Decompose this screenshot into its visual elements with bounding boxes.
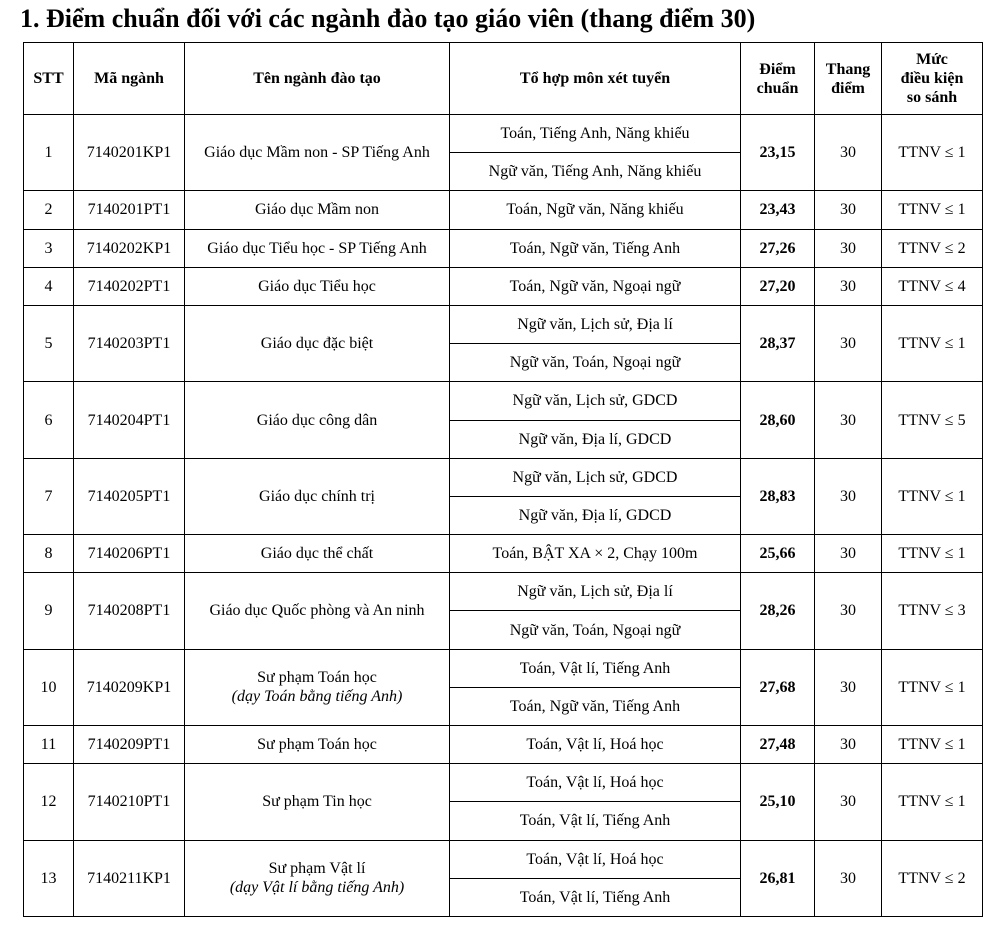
major-name <box>185 573 450 649</box>
comparison-condition: TTNV ≤ 1 <box>882 191 983 229</box>
comparison-condition: TTNV ≤ 1 <box>882 649 983 725</box>
header-scale-line: điểm <box>831 79 865 97</box>
cutoff-score: 28,83 <box>741 458 815 534</box>
major-code: 7140201PT1 <box>74 191 185 229</box>
page-title: 1. Điểm chuẩn đối với các ngành đào tạo giáo viên (thang điểm 30) <box>20 4 756 33</box>
table-row <box>24 305 983 343</box>
comparison-condition: TTNV ≤ 1 <box>882 305 983 381</box>
cutoff-score: 27,48 <box>741 726 815 764</box>
table-row <box>24 573 983 611</box>
major-name <box>185 382 450 458</box>
table-row <box>24 458 983 496</box>
header-condition <box>882 43 983 115</box>
cutoff-score: 28,26 <box>741 573 815 649</box>
major-code: 7140208PT1 <box>74 573 185 649</box>
major-name-text: Sư phạm Tin học <box>262 793 372 811</box>
score-scale: 30 <box>815 573 882 649</box>
header-scale-line: Thang <box>825 60 871 78</box>
major-name <box>185 764 450 840</box>
major-name <box>185 115 450 191</box>
table-row <box>24 726 983 764</box>
row-stt: 13 <box>24 840 74 916</box>
major-name-note: (dạy Vật lí bằng tiếng Anh) <box>229 879 405 897</box>
header-scale <box>815 43 882 115</box>
major-name-text: Giáo dục đặc biệt <box>260 335 374 353</box>
major-name-text: Giáo dục Mầm non <box>255 201 379 219</box>
header-condition-line: so sánh <box>906 89 958 106</box>
major-name-note: (dạy Toán bằng tiếng Anh) <box>231 688 403 706</box>
major-code: 7140206PT1 <box>74 535 185 573</box>
major-name <box>185 267 450 305</box>
cutoff-score: 27,68 <box>741 649 815 725</box>
major-name <box>185 840 450 916</box>
comparison-condition: TTNV ≤ 1 <box>882 764 983 840</box>
cutoff-score: 27,26 <box>741 229 815 267</box>
row-stt: 4 <box>24 267 74 305</box>
comparison-condition: TTNV ≤ 2 <box>882 229 983 267</box>
table-row <box>24 535 983 573</box>
subject-combination: Toán, Ngữ văn, Năng khiếu <box>450 191 741 229</box>
header-condition-line: điều kiện <box>900 70 964 87</box>
score-scale: 30 <box>815 535 882 573</box>
subject-combination: Toán, Vật lí, Tiếng Anh <box>450 649 741 687</box>
table-row <box>24 191 983 229</box>
header-score-line: Điểm <box>759 60 796 78</box>
subject-combination: Toán, Vật lí, Hoá học <box>450 764 741 802</box>
major-name-text: Giáo dục công dân <box>256 411 378 429</box>
major-name <box>185 229 450 267</box>
major-name <box>185 305 450 381</box>
row-stt: 3 <box>24 229 74 267</box>
comparison-condition: TTNV ≤ 1 <box>882 535 983 573</box>
major-code: 7140210PT1 <box>74 764 185 840</box>
major-name <box>185 458 450 534</box>
subject-combination: Toán, Ngữ văn, Tiếng Anh <box>450 687 741 725</box>
major-code: 7140203PT1 <box>74 305 185 381</box>
row-stt: 8 <box>24 535 74 573</box>
major-name-text: Sư phạm Toán học <box>257 669 377 687</box>
major-name-text: Giáo dục Quốc phòng và An ninh <box>209 602 425 620</box>
subject-combination: Toán, Ngữ văn, Ngoại ngữ <box>450 267 741 305</box>
major-code: 7140205PT1 <box>74 458 185 534</box>
score-scale: 30 <box>815 191 882 229</box>
cutoff-score: 25,66 <box>741 535 815 573</box>
header-code: Mã ngành <box>74 43 185 115</box>
row-stt: 2 <box>24 191 74 229</box>
subject-combination: Ngữ văn, Toán, Ngoại ngữ <box>450 344 741 382</box>
cutoff-score: 28,37 <box>741 305 815 381</box>
major-code: 7140204PT1 <box>74 382 185 458</box>
table-header-row <box>24 43 983 115</box>
major-name <box>185 191 450 229</box>
subject-combination: Ngữ văn, Lịch sử, GDCD <box>450 382 741 420</box>
cutoff-score: 28,60 <box>741 382 815 458</box>
row-stt: 9 <box>24 573 74 649</box>
major-name-text: Sư phạm Vật lí <box>268 860 366 878</box>
major-name-text: Giáo dục Tiểu học - SP Tiếng Anh <box>207 239 427 257</box>
subject-combination: Toán, Vật lí, Tiếng Anh <box>450 802 741 840</box>
header-stt: STT <box>24 43 74 115</box>
score-scale: 30 <box>815 840 882 916</box>
header-name: Tên ngành đào tạo <box>185 43 450 115</box>
table-row <box>24 267 983 305</box>
subject-combination: Ngữ văn, Lịch sử, Địa lí <box>450 573 741 611</box>
major-name <box>185 535 450 573</box>
comparison-condition: TTNV ≤ 2 <box>882 840 983 916</box>
table-row <box>24 115 983 153</box>
comparison-condition: TTNV ≤ 1 <box>882 726 983 764</box>
major-name-text: Sư phạm Toán học <box>257 736 377 754</box>
subject-combination: Toán, BẬT XA × 2, Chạy 100m <box>450 535 741 573</box>
table-row <box>24 840 983 878</box>
admission-scores-table <box>23 42 983 917</box>
major-name-text: Giáo dục Mầm non - SP Tiếng Anh <box>204 144 430 162</box>
cutoff-score: 23,15 <box>741 115 815 191</box>
row-stt: 6 <box>24 382 74 458</box>
table-row <box>24 229 983 267</box>
subject-combination: Ngữ văn, Tiếng Anh, Năng khiếu <box>450 153 741 191</box>
row-stt: 11 <box>24 726 74 764</box>
header-score-line: chuẩn <box>756 79 799 97</box>
score-scale: 30 <box>815 764 882 840</box>
cutoff-score: 23,43 <box>741 191 815 229</box>
score-scale: 30 <box>815 649 882 725</box>
comparison-condition: TTNV ≤ 4 <box>882 267 983 305</box>
table-row <box>24 382 983 420</box>
subject-combination: Toán, Ngữ văn, Tiếng Anh <box>450 229 741 267</box>
subject-combination: Ngữ văn, Toán, Ngoại ngữ <box>450 611 741 649</box>
major-code: 7140211KP1 <box>74 840 185 916</box>
major-name-text: Giáo dục chính trị <box>259 487 375 505</box>
score-scale: 30 <box>815 382 882 458</box>
header-combo: Tổ hợp môn xét tuyển <box>450 43 741 115</box>
comparison-condition: TTNV ≤ 1 <box>882 458 983 534</box>
subject-combination: Toán, Vật lí, Hoá học <box>450 726 741 764</box>
subject-combination: Ngữ văn, Lịch sử, GDCD <box>450 458 741 496</box>
major-code: 7140201KP1 <box>74 115 185 191</box>
score-scale: 30 <box>815 458 882 534</box>
subject-combination: Ngữ văn, Địa lí, GDCD <box>450 420 741 458</box>
header-condition-line: Mức <box>916 51 948 68</box>
major-code: 7140209PT1 <box>74 726 185 764</box>
comparison-condition: TTNV ≤ 3 <box>882 573 983 649</box>
comparison-condition: TTNV ≤ 5 <box>882 382 983 458</box>
subject-combination: Ngữ văn, Địa lí, GDCD <box>450 496 741 534</box>
row-stt: 7 <box>24 458 74 534</box>
subject-combination: Toán, Tiếng Anh, Năng khiếu <box>450 115 741 153</box>
row-stt: 12 <box>24 764 74 840</box>
score-scale: 30 <box>815 726 882 764</box>
table-row <box>24 764 983 802</box>
score-scale: 30 <box>815 229 882 267</box>
subject-combination: Toán, Vật lí, Hoá học <box>450 840 741 878</box>
row-stt: 10 <box>24 649 74 725</box>
subject-combination: Ngữ văn, Lịch sử, Địa lí <box>450 305 741 343</box>
major-code: 7140202KP1 <box>74 229 185 267</box>
score-scale: 30 <box>815 267 882 305</box>
major-name-text: Giáo dục Tiểu học <box>258 277 376 295</box>
row-stt: 5 <box>24 305 74 381</box>
major-name-text: Giáo dục thể chất <box>260 545 374 563</box>
row-stt: 1 <box>24 115 74 191</box>
cutoff-score: 27,20 <box>741 267 815 305</box>
score-scale: 30 <box>815 115 882 191</box>
cutoff-score: 26,81 <box>741 840 815 916</box>
score-scale: 30 <box>815 305 882 381</box>
header-score <box>741 43 815 115</box>
major-code: 7140209KP1 <box>74 649 185 725</box>
comparison-condition: TTNV ≤ 1 <box>882 115 983 191</box>
major-name <box>185 726 450 764</box>
table-row <box>24 649 983 687</box>
major-code: 7140202PT1 <box>74 267 185 305</box>
cutoff-score: 25,10 <box>741 764 815 840</box>
major-name <box>185 649 450 725</box>
subject-combination: Toán, Vật lí, Tiếng Anh <box>450 878 741 916</box>
